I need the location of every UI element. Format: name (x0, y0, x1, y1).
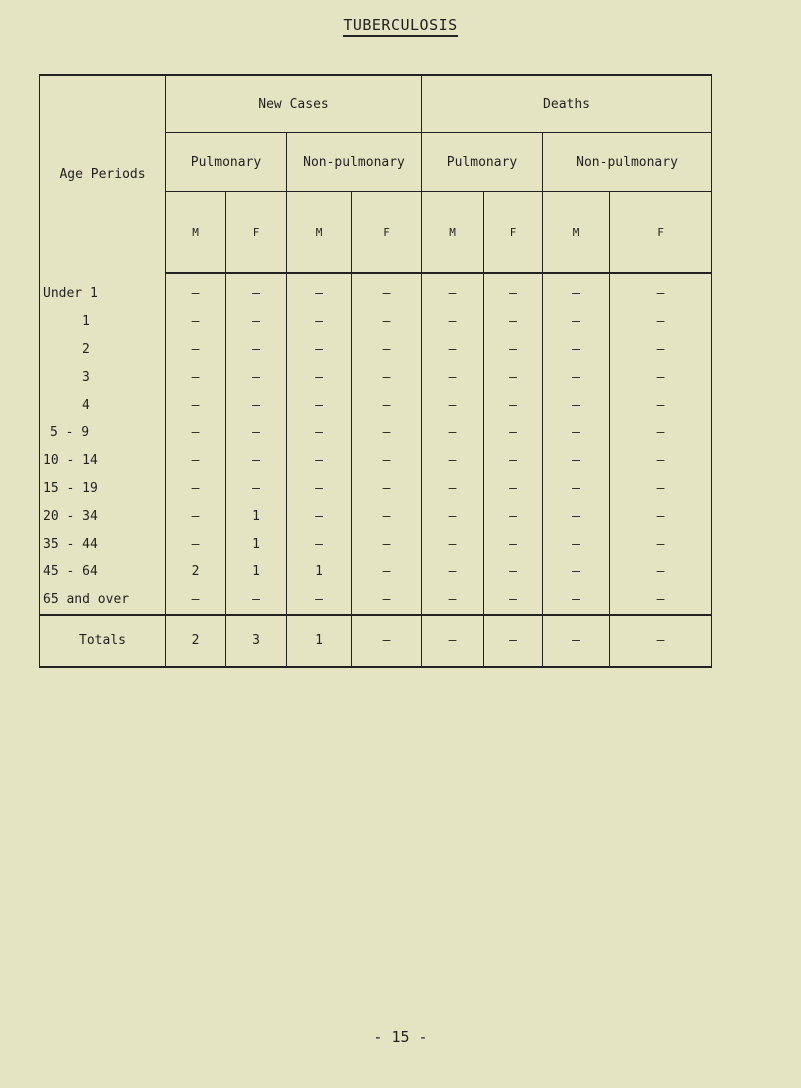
value-cell: – (543, 475, 610, 503)
value-cell: – (287, 363, 352, 391)
value-cell: – (422, 586, 484, 615)
total-value-cell: – (352, 615, 422, 667)
sex-header: M (287, 192, 352, 274)
value-cell: – (543, 447, 610, 475)
value-cell: – (484, 502, 543, 530)
value-cell: – (484, 558, 543, 586)
deaths-header: Deaths (422, 75, 712, 133)
sex-header: F (484, 192, 543, 274)
value-cell: – (610, 273, 712, 308)
total-value-cell: 1 (287, 615, 352, 667)
value-cell: – (422, 530, 484, 558)
value-cell: – (226, 586, 287, 615)
value-cell: – (352, 336, 422, 364)
value-cell: – (422, 391, 484, 419)
value-cell: – (287, 419, 352, 447)
total-value-cell: 3 (226, 615, 287, 667)
value-cell: – (226, 273, 287, 308)
value-cell: – (422, 363, 484, 391)
table-row (40, 530, 712, 558)
age-period-label: 4 (82, 397, 90, 413)
total-value-cell: 2 (166, 615, 226, 667)
value-cell: – (166, 530, 226, 558)
value-cell: – (352, 391, 422, 419)
sex-header: F (226, 192, 287, 274)
sex-header: M (543, 192, 610, 274)
table-row (40, 502, 712, 530)
sex-header: F (352, 192, 422, 274)
age-period-cell (40, 363, 166, 391)
age-period-label: 5 - 9 (50, 425, 90, 441)
age-period-label: 2 (82, 341, 90, 357)
page-number: - 15 - (373, 1028, 428, 1046)
age-period-cell (40, 336, 166, 364)
value-cell: – (166, 419, 226, 447)
value-cell: – (287, 336, 352, 364)
age-period-label: 65 and over (43, 592, 130, 608)
value-cell: – (226, 308, 287, 336)
age-period-cell (40, 308, 166, 336)
value-cell: – (166, 336, 226, 364)
table-row (40, 363, 712, 391)
value-cell: – (352, 419, 422, 447)
value-cell: – (484, 475, 543, 503)
value-cell: – (543, 558, 610, 586)
table-row (40, 558, 712, 586)
value-cell: – (166, 586, 226, 615)
value-cell: – (543, 530, 610, 558)
value-cell: – (610, 363, 712, 391)
value-cell: – (422, 502, 484, 530)
table-row (40, 586, 712, 615)
new-cases-non-pulmonary-header: Non-pulmonary (287, 133, 422, 192)
age-period-cell (40, 586, 166, 615)
value-cell: – (287, 391, 352, 419)
value-cell: – (484, 336, 543, 364)
value-cell: – (610, 586, 712, 615)
table-row (40, 391, 712, 419)
value-cell: – (352, 363, 422, 391)
value-cell: – (352, 502, 422, 530)
age-period-cell (40, 419, 166, 447)
value-cell: – (484, 419, 543, 447)
value-cell: – (287, 502, 352, 530)
value-cell: – (166, 308, 226, 336)
table-row (40, 419, 712, 447)
totals-row (40, 615, 712, 667)
total-value-cell: – (543, 615, 610, 667)
value-cell: – (226, 391, 287, 419)
age-period-cell (40, 447, 166, 475)
page-title-text: TUBERCULOSIS (343, 16, 457, 37)
value-cell: – (422, 308, 484, 336)
tuberculosis-table (39, 74, 712, 668)
value-cell: – (422, 475, 484, 503)
value-cell: – (166, 273, 226, 308)
value-cell: – (166, 447, 226, 475)
value-cell: – (610, 391, 712, 419)
value-cell: 1 (226, 558, 287, 586)
deaths-pulmonary-header: Pulmonary (422, 133, 543, 192)
value-cell: – (166, 475, 226, 503)
value-cell: – (422, 558, 484, 586)
value-cell: – (352, 447, 422, 475)
value-cell: – (287, 308, 352, 336)
new-cases-header: New Cases (166, 75, 422, 133)
table-row (40, 336, 712, 364)
value-cell: – (287, 530, 352, 558)
value-cell: – (610, 475, 712, 503)
value-cell: – (166, 391, 226, 419)
totals-label: Totals (40, 615, 166, 667)
value-cell: – (352, 558, 422, 586)
value-cell: – (543, 391, 610, 419)
age-period-cell (40, 530, 166, 558)
value-cell: – (422, 447, 484, 475)
age-period-label: 35 - 44 (43, 536, 98, 552)
age-period-label: Under 1 (43, 285, 98, 301)
page-title (0, 16, 801, 34)
table-row (40, 447, 712, 475)
value-cell: – (166, 502, 226, 530)
value-cell: – (484, 391, 543, 419)
total-value-cell: – (422, 615, 484, 667)
sex-header: F (610, 192, 712, 274)
value-cell: – (610, 447, 712, 475)
age-period-cell (40, 391, 166, 419)
value-cell: – (543, 419, 610, 447)
value-cell: – (543, 586, 610, 615)
age-period-label: 10 - 14 (43, 453, 98, 469)
new-cases-pulmonary-header: Pulmonary (166, 133, 287, 192)
value-cell: – (543, 308, 610, 336)
value-cell: – (422, 273, 484, 308)
value-cell: – (422, 419, 484, 447)
value-cell: – (610, 530, 712, 558)
sex-header: M (422, 192, 484, 274)
total-value-cell: – (610, 615, 712, 667)
value-cell: 1 (226, 502, 287, 530)
value-cell: – (484, 308, 543, 336)
age-periods-header: Age Periods (40, 75, 166, 273)
value-cell: 1 (287, 558, 352, 586)
age-period-cell (40, 273, 166, 308)
age-period-label: 3 (82, 369, 90, 385)
value-cell: – (543, 336, 610, 364)
age-period-cell (40, 502, 166, 530)
age-period-label: 45 - 64 (43, 564, 98, 580)
value-cell: – (484, 447, 543, 475)
value-cell: – (610, 502, 712, 530)
value-cell: – (352, 586, 422, 615)
table-row (40, 308, 712, 336)
value-cell: – (287, 273, 352, 308)
value-cell: – (484, 530, 543, 558)
age-period-label: 15 - 19 (43, 480, 98, 496)
value-cell: – (226, 475, 287, 503)
value-cell: 2 (166, 558, 226, 586)
value-cell: – (287, 475, 352, 503)
value-cell: – (287, 447, 352, 475)
value-cell: – (226, 447, 287, 475)
total-value-cell: – (484, 615, 543, 667)
value-cell: – (226, 336, 287, 364)
value-cell: – (484, 363, 543, 391)
value-cell: – (352, 273, 422, 308)
value-cell: – (610, 336, 712, 364)
value-cell: 1 (226, 530, 287, 558)
value-cell: – (543, 363, 610, 391)
table-row (40, 475, 712, 503)
age-period-cell (40, 475, 166, 503)
age-period-cell (40, 558, 166, 586)
value-cell: – (543, 273, 610, 308)
value-cell: – (610, 558, 712, 586)
age-period-label: 1 (82, 314, 90, 330)
value-cell: – (166, 363, 226, 391)
value-cell: – (610, 419, 712, 447)
value-cell: – (484, 273, 543, 308)
deaths-non-pulmonary-header: Non-pulmonary (543, 133, 712, 192)
value-cell: – (352, 475, 422, 503)
table-row (40, 273, 712, 308)
value-cell: – (226, 419, 287, 447)
value-cell: – (352, 308, 422, 336)
value-cell: – (422, 336, 484, 364)
value-cell: – (352, 530, 422, 558)
value-cell: – (543, 502, 610, 530)
value-cell: – (484, 586, 543, 615)
value-cell: – (287, 586, 352, 615)
value-cell: – (610, 308, 712, 336)
age-period-label: 20 - 34 (43, 508, 98, 524)
sex-header: M (166, 192, 226, 274)
value-cell: – (226, 363, 287, 391)
